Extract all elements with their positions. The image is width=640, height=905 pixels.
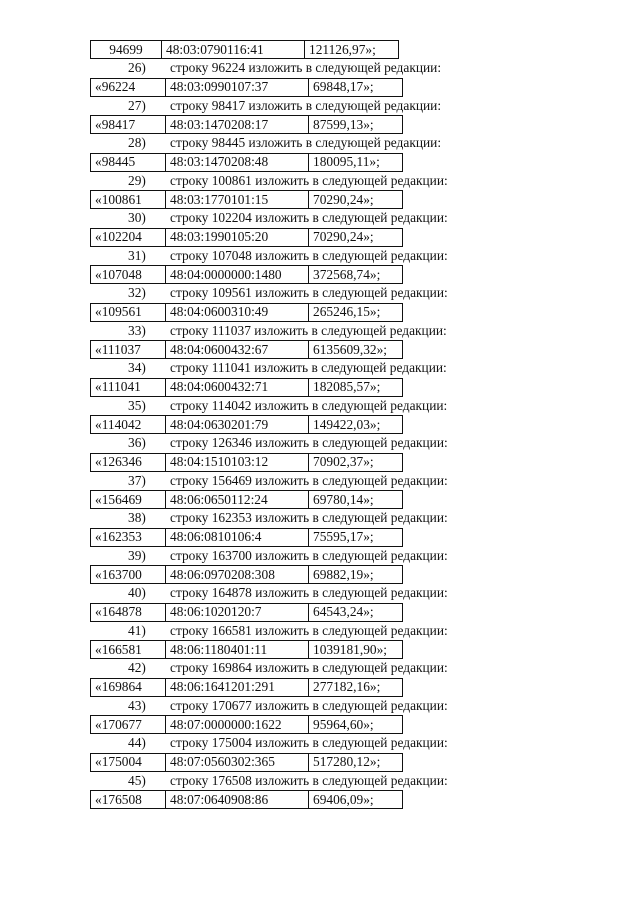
row-amount: 372568,74»;: [309, 266, 403, 284]
table-row: [90, 415, 403, 434]
row-id: «175004: [91, 753, 166, 771]
amendment-instruction: [90, 209, 510, 228]
row-id: «107048: [91, 266, 166, 284]
table-row: [90, 640, 403, 659]
row-id: «170677: [91, 716, 166, 734]
item-number: 38): [128, 510, 146, 525]
row-cadastral-number: 48:03:1770101:15: [166, 191, 309, 209]
instruction-text: строку 156469 изложить в следующей редакции:: [170, 472, 448, 488]
item-number: 44): [128, 735, 146, 750]
row-cadastral-number: 48:04:0600432:67: [166, 341, 309, 359]
amendment-instruction: [90, 247, 510, 266]
instruction-text: строку 98417 изложить в следующей редакции:: [170, 97, 442, 113]
instruction-text: строку 164878 изложить в следующей редакции:: [170, 585, 448, 600]
row-id: «169864: [91, 678, 166, 696]
row-id: «111041: [91, 378, 166, 396]
row-id: «166581: [91, 641, 166, 659]
amendment-instruction: [90, 59, 510, 78]
amendment-instruction: [90, 134, 510, 153]
amendment-instruction: [90, 659, 510, 678]
row-cadastral-number: 48:07:0000000:1622: [166, 716, 309, 734]
table-row: [90, 753, 403, 772]
row-cadastral-number: 48:03:1990105:20: [166, 228, 309, 246]
table-row: [90, 790, 403, 809]
row-id: «176508: [91, 791, 166, 809]
table-row: [90, 340, 403, 359]
row-id: «102204: [91, 228, 166, 246]
row-cadastral-number: 48:06:0810106:4: [166, 528, 309, 546]
instruction-text: строку 114042 изложить в следующей редакции:: [170, 397, 448, 413]
row-cadastral-number: 48:04:1510103:12: [166, 453, 309, 471]
row-amount: 70902,37»;: [309, 453, 403, 471]
row-cadastral-number: 48:03:1470208:48: [166, 153, 309, 171]
item-number: 30): [128, 210, 146, 225]
row-cadastral-number: 48:07:0560302:365: [166, 753, 309, 771]
amendment-instruction: [90, 622, 510, 641]
document-body: [90, 40, 510, 809]
amendment-instruction: [90, 584, 510, 603]
item-number: 39): [128, 547, 146, 563]
item-number: 40): [128, 585, 146, 600]
row-cadastral-number: 48:06:1641201:291: [166, 678, 309, 696]
row-amount: 70290,24»;: [309, 191, 403, 209]
row-id: 94699: [91, 41, 162, 59]
item-number: 42): [128, 660, 146, 675]
instruction-text: строку 126346 изложить в следующей редакции:: [170, 435, 448, 450]
amendment-list: [90, 59, 510, 809]
row-cadastral-number: 48:03:1470208:17: [166, 116, 309, 134]
amendment-instruction: [90, 734, 510, 753]
row-id: «162353: [91, 528, 166, 546]
instruction-text: строку 169864 изложить в следующей редакции:: [170, 660, 448, 675]
table-row: [90, 228, 403, 247]
amendment-instruction: [90, 472, 510, 491]
row-cadastral-number: 48:04:0630201:79: [166, 416, 309, 434]
table-row: [90, 378, 403, 397]
amendment-instruction: [90, 397, 510, 416]
table-row: [90, 190, 403, 209]
amendment-instruction: [90, 772, 510, 791]
item-number: 26): [128, 60, 146, 75]
amendment-instruction: [90, 359, 510, 378]
row-id: «164878: [91, 603, 166, 621]
row-cadastral-number: 48:06:1180401:11: [166, 641, 309, 659]
table-row: [90, 40, 399, 59]
table-row: [90, 528, 403, 547]
amendment-instruction: [90, 97, 510, 116]
row-id: «111037: [91, 341, 166, 359]
item-number: 35): [128, 397, 146, 413]
instruction-text: строку 163700 изложить в следующей редакции:: [170, 547, 448, 563]
row-id: «126346: [91, 453, 166, 471]
row-id: «156469: [91, 491, 166, 509]
row-amount: 277182,16»;: [309, 678, 403, 696]
row-cadastral-number: 48:06:1020120:7: [166, 603, 309, 621]
row-cadastral-number: 48:06:0970208:308: [166, 566, 309, 584]
table-row: [90, 153, 403, 172]
row-amount: 69882,19»;: [309, 566, 403, 584]
row-amount: 149422,03»;: [309, 416, 403, 434]
row-cadastral-number: 48:03:0990107:37: [166, 78, 309, 96]
item-number: 27): [128, 97, 146, 113]
row-amount: 70290,24»;: [309, 228, 403, 246]
item-number: 31): [128, 247, 146, 263]
row-amount: 265246,15»;: [309, 303, 403, 321]
table-row: [90, 78, 403, 97]
amendment-instruction: [90, 509, 510, 528]
amendment-instruction: [90, 172, 510, 191]
amendment-instruction: [90, 284, 510, 303]
table-row: [90, 453, 403, 472]
table-row: [90, 115, 403, 134]
instruction-text: строку 162353 изложить в следующей редакции:: [170, 510, 448, 525]
item-number: 41): [128, 622, 146, 638]
amendment-instruction: [90, 697, 510, 716]
instruction-text: строку 111041 изложить в следующей редакции:: [170, 360, 447, 375]
row-cadastral-number: 48:03:0790116:41: [162, 41, 305, 59]
instruction-text: строку 166581 изложить в следующей редакции:: [170, 622, 448, 638]
row-amount: 121126,97»;: [305, 41, 399, 59]
row-id: «100861: [91, 191, 166, 209]
row-id: «96224: [91, 78, 166, 96]
table-row: [90, 678, 403, 697]
amendment-instruction: [90, 322, 510, 341]
instruction-text: строку 96224 изложить в следующей редакции:: [170, 60, 442, 75]
row-id: «114042: [91, 416, 166, 434]
row-id: «98445: [91, 153, 166, 171]
row-cadastral-number: 48:04:0600432:71: [166, 378, 309, 396]
row-amount: 182085,57»;: [309, 378, 403, 396]
table-row: [90, 490, 403, 509]
instruction-text: строку 107048 изложить в следующей редакции:: [170, 247, 448, 263]
instruction-text: строку 170677 изложить в следующей редакции:: [170, 697, 448, 713]
item-number: 36): [128, 435, 146, 450]
row-amount: 180095,11»;: [309, 153, 403, 171]
instruction-text: строку 98445 изложить в следующей редакции:: [170, 135, 442, 150]
item-number: 32): [128, 285, 146, 300]
table-row: [90, 265, 403, 284]
instruction-text: строку 100861 изложить в следующей редакции:: [170, 172, 448, 188]
row-amount: 95964,60»;: [309, 716, 403, 734]
row-id: «98417: [91, 116, 166, 134]
table-row: [90, 565, 403, 584]
item-number: 33): [128, 322, 146, 338]
instruction-text: строку 102204 изложить в следующей редакции:: [170, 210, 448, 225]
row-amount: 69406,09»;: [309, 791, 403, 809]
instruction-text: строку 175004 изложить в следующей редакции:: [170, 735, 448, 750]
item-number: 37): [128, 472, 146, 488]
item-number: 43): [128, 697, 146, 713]
row-amount: 64543,24»;: [309, 603, 403, 621]
item-number: 45): [128, 772, 146, 788]
row-cadastral-number: 48:04:0000000:1480: [166, 266, 309, 284]
item-number: 34): [128, 360, 146, 375]
row-amount: 517280,12»;: [309, 753, 403, 771]
amendment-instruction: [90, 547, 510, 566]
row-cadastral-number: 48:06:0650112:24: [166, 491, 309, 509]
row-amount: 1039181,90»;: [309, 641, 403, 659]
row-amount: 87599,13»;: [309, 116, 403, 134]
row-amount: 75595,17»;: [309, 528, 403, 546]
row-cadastral-number: 48:07:0640908:86: [166, 791, 309, 809]
item-number: 28): [128, 135, 146, 150]
item-number: 29): [128, 172, 146, 188]
table-row: [90, 603, 403, 622]
instruction-text: строку 109561 изложить в следующей редакции:: [170, 285, 448, 300]
row-id: «163700: [91, 566, 166, 584]
table-row: [90, 303, 403, 322]
row-amount: 69848,17»;: [309, 78, 403, 96]
table-row: [90, 715, 403, 734]
instruction-text: строку 176508 изложить в следующей редакции:: [170, 772, 448, 788]
row-cadastral-number: 48:04:0600310:49: [166, 303, 309, 321]
row-id: «109561: [91, 303, 166, 321]
amendment-instruction: [90, 434, 510, 453]
instruction-text: строку 111037 изложить в следующей редакции:: [170, 322, 447, 338]
row-amount: 69780,14»;: [309, 491, 403, 509]
row-amount: 6135609,32»;: [309, 341, 403, 359]
